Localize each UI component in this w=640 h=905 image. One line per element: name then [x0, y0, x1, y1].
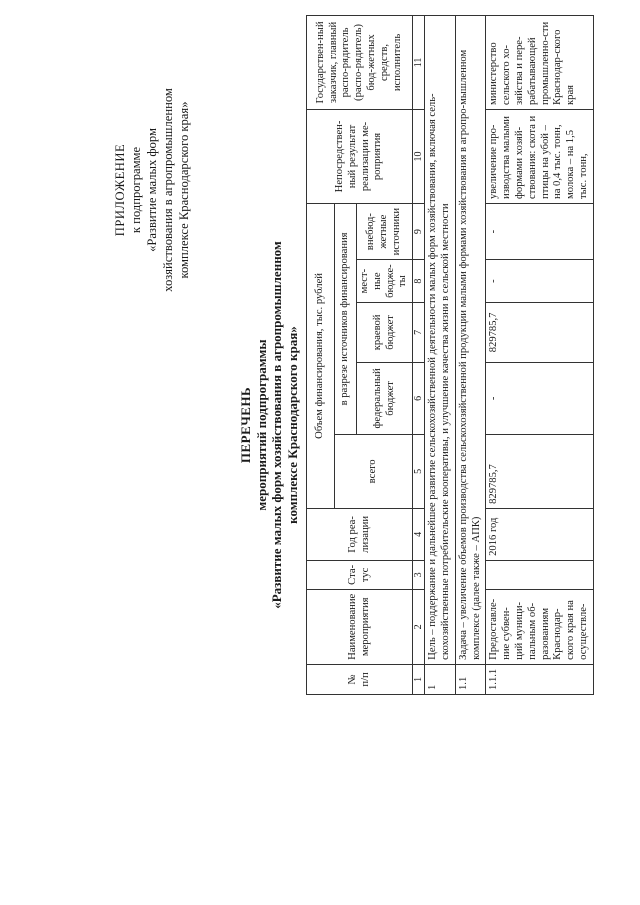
header-num: № п/п — [307, 664, 413, 694]
appendix-block — [112, 40, 192, 340]
item-federal: - — [486, 362, 593, 434]
goal-text: Цель – поддержание и дальнейшее развитие сельскохозяйственной деятельности малых форм хозяйствования, включая сель-скохозяйственные потребительские кооперативы, и улучшение качества жизни в сельской местности — [425, 15, 456, 664]
header-extra: внебюд-жетные источники — [357, 203, 413, 259]
header-customer: Государствен-ный заказчик, главный распо-рядитель (распо-рядитель) бюд-жетных средств, исполнитель — [307, 15, 413, 109]
header-total: всего — [335, 434, 413, 508]
header-regional: краевой бюджет — [357, 302, 413, 362]
header-funding: Объем финансирования, тыс. рублей — [307, 203, 335, 508]
column-number: 7 — [413, 302, 425, 362]
header-sources: в разрезе источников финансирования — [335, 203, 357, 434]
task-number: 1.1 — [455, 664, 486, 694]
column-number: 5 — [413, 434, 425, 508]
header-result: Непосредствен-ный результат реализации ме-роприятия — [307, 109, 413, 203]
column-number: 3 — [413, 560, 425, 589]
header-local: мест-ные бюдже-ты — [357, 260, 413, 303]
heading-line: «Развитие малых форм хозяйствования в агропромышленном — [269, 241, 284, 609]
item-local: - — [486, 260, 593, 303]
appendix-title: ПРИЛОЖЕНИЕ — [113, 143, 127, 237]
header-status: Ста-тус — [307, 560, 413, 589]
column-number: 6 — [413, 362, 425, 434]
column-number: 8 — [413, 260, 425, 303]
column-number: 11 — [413, 15, 425, 109]
heading-line: комплексе Краснодарского края» — [284, 326, 300, 524]
goal-number: 1 — [425, 664, 456, 694]
item-regional: 829785,7 — [486, 302, 593, 362]
appendix-line: хозяйствования в агропромышленном — [161, 88, 175, 292]
task-text: Задача – увеличение объемов производства сельскохозяйственной продукции малыми формами хозяйствования в агропро-мышленном комплексе (далее также – АПК) — [455, 15, 486, 664]
column-number: 4 — [413, 508, 425, 560]
heading-title: ПЕРЕЧЕНЬ — [238, 386, 253, 464]
header-year: Год реа-лизации — [307, 508, 413, 560]
item-result: увеличение про-изводства малыми формами хозяй-ствования: скота и птицы на убой – на 0,4 тыс. тонн, молока – на 1,5 тыс. тонн, — [486, 109, 593, 203]
column-number: 1 — [413, 664, 425, 694]
column-number: 9 — [413, 203, 425, 259]
item-status — [486, 560, 593, 589]
header-federal: федеральный бюджет — [357, 362, 413, 434]
appendix-line: к подпрограмме — [129, 146, 143, 234]
item-number: 1.1.1 — [486, 664, 593, 694]
column-number: 10 — [413, 109, 425, 203]
header-name: Наименование мероприятия — [307, 589, 413, 664]
appendix-line: «Развитие малых форм — [145, 128, 159, 252]
measures-table — [306, 15, 594, 695]
item-year: 2016 год — [486, 508, 593, 560]
item-total: 829785,7 — [486, 434, 593, 508]
item-name: Предоставле-ние субвен-ций муници-пальным об-разованиям Краснодар-ского края на осуществле- — [486, 589, 593, 664]
appendix-line: комплексе Краснодарского края» — [177, 101, 191, 279]
document-heading — [238, 165, 300, 685]
item-customer: министерство сельского хо-зяйства и пере-рабатывающей промышленно-сти Краснодар-ского края — [486, 15, 593, 109]
column-number: 2 — [413, 589, 425, 664]
item-extra: - — [486, 203, 593, 259]
heading-line: мероприятий подпрограммы — [253, 339, 269, 511]
